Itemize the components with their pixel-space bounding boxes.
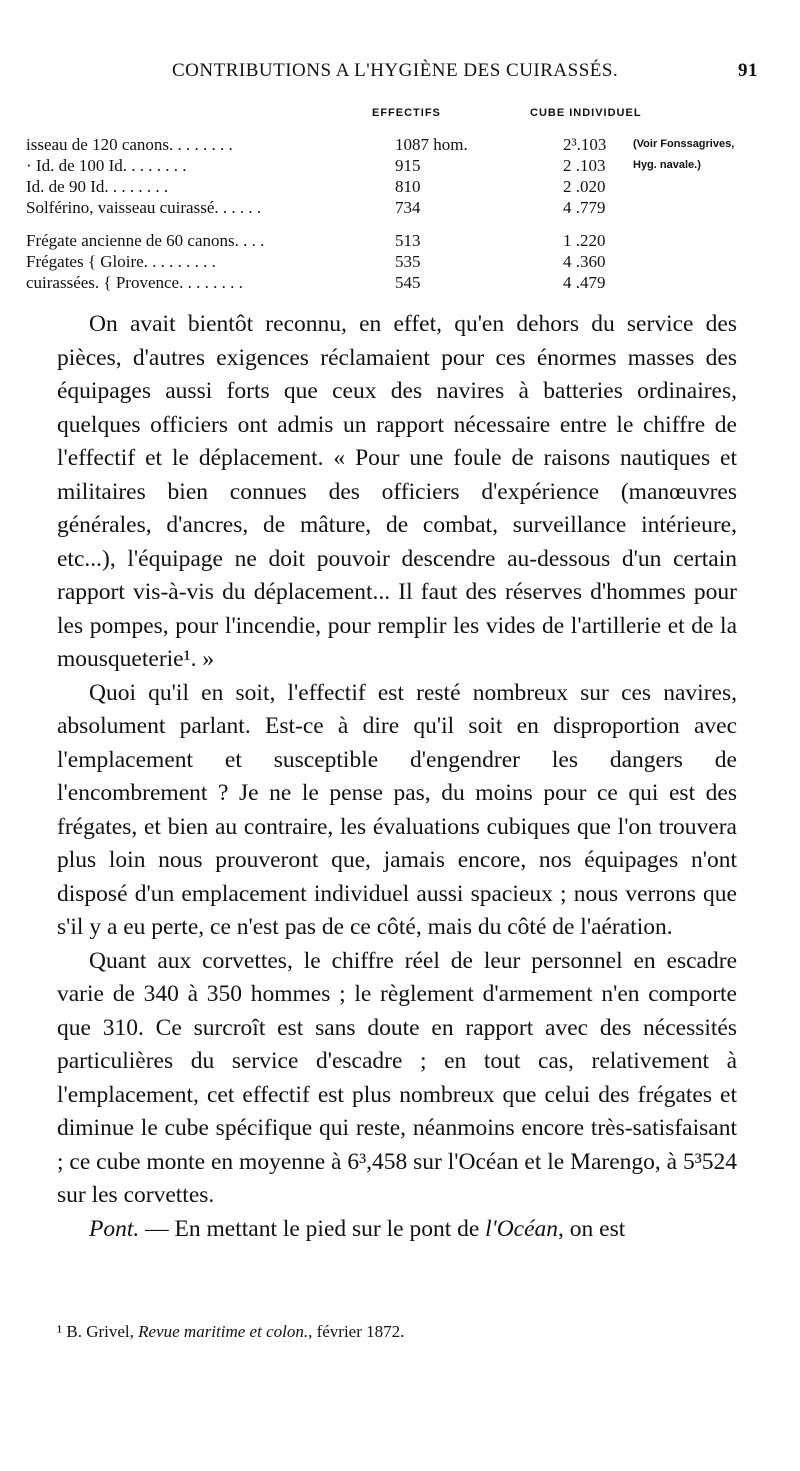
ship-name: l'Océan xyxy=(485,1215,559,1242)
footnote-date: , février 1872. xyxy=(308,1322,405,1341)
table-row xyxy=(26,176,734,197)
table-row xyxy=(26,251,734,272)
table-column-headers xyxy=(0,107,800,125)
effectif-value: 915 xyxy=(395,156,421,175)
paragraph: On avait bientôt reconnu, en effet, qu'en dehors du service des pièces, d'autres exigences réclamaient pour ces énormes masses des équipages aussi forts que ceux des navires à batteries ordinaires, quelques officiers ont admis un rapport nécessaire entre le chiffre de l'effectif et le déplacement. « Pour une foule de raisons nautiques et militaires bien connues des officiers d'expérience (manœuvres générales, d'ancres, de mâture, de combat, surveillance intérieure, etc...), l'équipage ne doit pouvoir descendre au-dessous d'un certain rapport vis-à-vis du déplacement... Il faut des réserves d'hommes pour les pompes, pour l'incendie, pour remplir les vides de l'artillerie et de la mousqueterie¹. » xyxy=(57,311,737,672)
row-note: Hyg. navale.) xyxy=(633,159,701,171)
col-header-effectifs: EFFECTIFS xyxy=(372,107,441,119)
pont-label: Pont. xyxy=(89,1215,140,1242)
footnote xyxy=(57,1322,404,1342)
cube-value: 2 .020 xyxy=(563,177,606,196)
cube-value: 2 .103 xyxy=(563,156,606,175)
effectif-value: 545 xyxy=(395,273,421,292)
ship-label: cuirassées. { Provence. . . . . . . . xyxy=(26,273,243,292)
paragraph-pont xyxy=(57,1213,737,1247)
pont-text-b: , on est xyxy=(558,1215,626,1242)
row-note xyxy=(633,272,734,293)
cube-value: 2³.103 xyxy=(563,135,607,154)
cube-value: 1 .220 xyxy=(563,231,606,250)
footnote-author: B. Grivel, xyxy=(62,1322,139,1341)
effectif-value: 810 xyxy=(395,177,421,196)
table-row xyxy=(26,218,734,251)
body-text xyxy=(57,308,737,1246)
footnote-journal: Revue maritime et colon. xyxy=(138,1322,309,1341)
cube-value: 4 .479 xyxy=(563,273,606,292)
effectif-value: 734 xyxy=(395,198,421,217)
effectif-value: 535 xyxy=(395,252,421,271)
table-row xyxy=(26,155,734,176)
table-row xyxy=(26,134,734,155)
footnote-marker: ¹ xyxy=(57,1322,63,1341)
ship-label: Id. de 90 Id. . . . . . . . xyxy=(26,177,169,196)
crew-volume-table xyxy=(26,134,734,293)
row-note xyxy=(633,251,734,272)
table-row xyxy=(26,197,734,218)
ship-label: · Id. de 100 Id. . . . . . . . xyxy=(26,156,187,175)
row-note: (Voir Fonssagrives, xyxy=(633,138,735,150)
running-header xyxy=(142,60,758,90)
ship-label: Solférino, vaisseau cuirassé. . . . . . xyxy=(26,198,262,217)
paragraph: Quant aux corvettes, le chiffre réel de leur personnel en escadre varie de 340 à 350 hommes ; le règlement d'armement n'en comporte que 310. Ce surcroît est sans doute en rapport avec des nécessités particulières du service d'escadre ; en tout cas, relativement à l'emplacement, cet effectif est plus nombreux que celui des frégates et diminue le cube spécifique qui reste, néanmoins encore très-satisfaisant ; ce cube monte en moyenne à 6³,458 sur l'Océan et le Marengo, à 5³524 sur les corvettes. xyxy=(57,947,738,1208)
ship-label: Frégate ancienne de 60 canons. . . . xyxy=(26,231,265,250)
effectif-value: 513 xyxy=(395,231,421,250)
row-note xyxy=(633,176,734,197)
page-number: 91 xyxy=(738,60,758,81)
table-row xyxy=(26,272,734,293)
pont-text-a: — En mettant le pied sur le pont de xyxy=(139,1215,486,1242)
running-title: CONTRIBUTIONS A L'HYGIÈNE DES CUIRASSÉS. xyxy=(172,60,619,81)
row-note xyxy=(633,218,734,251)
ship-label: isseau de 120 canons. . . . . . . . xyxy=(26,135,233,154)
cube-value: 4 .360 xyxy=(563,252,606,271)
cube-value: 4 .779 xyxy=(563,198,606,217)
col-header-cube: CUBE INDIVIDUEL xyxy=(530,107,642,119)
effectif-value: 1087 hom. xyxy=(395,135,468,154)
paragraph: Quoi qu'il en soit, l'effectif est resté nombreux sur ces navires, absolument parlant. Est-ce à dire qu'il soit en disproportion avec l'emplacement et susceptible d'engendrer les dangers de l'encombrement ? Je ne le pense pas, du moins pour ce qui est des frégates, et bien au contraire, les évaluations cubiques que l'on trouvera plus loin nous prouveront que, jamais encore, nos équipages n'ont disposé d'un emplacement individuel aussi spacieux ; nous verrons que s'il y a eu perte, ce n'est pas de ce côté, mais du côté de l'aération. xyxy=(57,679,737,940)
row-note xyxy=(633,197,734,218)
ship-label: Frégates { Gloire. . . . . . . . . xyxy=(26,252,216,271)
